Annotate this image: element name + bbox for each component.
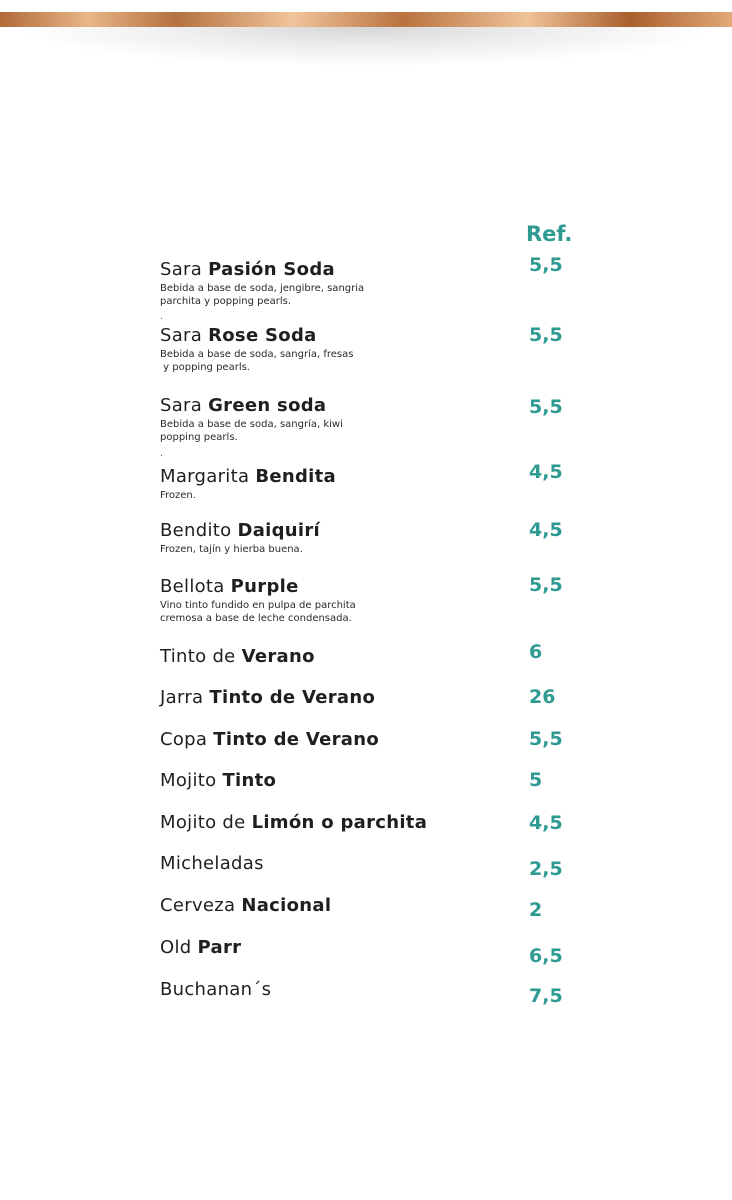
item-price: 5,5 bbox=[529, 396, 563, 418]
item-price: 4,5 bbox=[529, 461, 563, 483]
menu-item-micheladas bbox=[160, 853, 264, 874]
menu-item-margarita-bendita bbox=[160, 466, 336, 502]
item-name: Copa Tinto de Verano bbox=[160, 729, 379, 750]
price-column-header: Ref. bbox=[526, 222, 573, 246]
menu-item-cerveza-nacional bbox=[160, 895, 331, 916]
item-name: Sara Pasión Soda bbox=[160, 259, 335, 280]
item-price: 5,5 bbox=[529, 574, 563, 596]
item-description: Frozen. bbox=[160, 490, 196, 501]
item-name: Mojito de Limón o parchita bbox=[160, 812, 428, 833]
decorative-copper-band bbox=[0, 12, 732, 27]
item-name: Micheladas bbox=[160, 853, 264, 874]
separator-dot: . bbox=[160, 449, 163, 459]
menu-item-mojito-tinto bbox=[160, 770, 276, 791]
item-price: 5,5 bbox=[529, 324, 563, 346]
item-price: 2 bbox=[529, 899, 543, 921]
menu-item-jarra-tinto bbox=[160, 687, 375, 708]
menu-item-green-soda bbox=[160, 395, 343, 444]
item-price: 26 bbox=[529, 686, 556, 708]
item-name: Cerveza Nacional bbox=[160, 895, 332, 916]
item-description: Bebida a base de soda, jengibre, sangria parchita y popping pearls. bbox=[160, 283, 365, 307]
item-name: Tinto de Verano bbox=[160, 646, 315, 667]
item-name: Sara Rose Soda bbox=[160, 325, 317, 346]
separator-dot: . bbox=[160, 312, 163, 322]
item-price: 6 bbox=[529, 641, 543, 663]
menu-item-rose-soda bbox=[160, 325, 353, 374]
item-price: 6,5 bbox=[529, 945, 563, 967]
item-name: Buchanan´s bbox=[160, 979, 272, 1000]
menu-item-pasion-soda bbox=[160, 259, 364, 308]
band-shadow bbox=[10, 27, 722, 67]
item-price: 5,5 bbox=[529, 254, 563, 276]
item-name: Old Parr bbox=[160, 937, 242, 958]
item-description: Vino tinto fundido en pulpa de parchita cremosa a base de leche condensada. bbox=[160, 600, 356, 624]
item-description: Frozen, tajín y hierba buena. bbox=[160, 544, 303, 555]
item-price: 5 bbox=[529, 769, 543, 791]
item-price: 4,5 bbox=[529, 812, 563, 834]
menu-item-buchanans bbox=[160, 979, 271, 1000]
item-name: Mojito Tinto bbox=[160, 770, 277, 791]
menu-item-bellota-purple bbox=[160, 576, 356, 625]
item-name: Bendito Daiquirí bbox=[160, 520, 321, 541]
item-name: Bellota Purple bbox=[160, 576, 299, 597]
menu-item-mojito-limon bbox=[160, 812, 427, 833]
item-name: Margarita Bendita bbox=[160, 466, 336, 487]
item-price: 5,5 bbox=[529, 728, 563, 750]
item-price: 2,5 bbox=[529, 858, 563, 880]
item-name: Sara Green soda bbox=[160, 395, 327, 416]
menu-item-bendito-daiquiri bbox=[160, 520, 320, 556]
item-price: 7,5 bbox=[529, 985, 563, 1007]
menu-item-tinto-de-verano bbox=[160, 646, 315, 667]
menu-item-old-parr bbox=[160, 937, 241, 958]
item-name: Jarra Tinto de Verano bbox=[160, 687, 376, 708]
item-price: 4,5 bbox=[529, 519, 563, 541]
menu-item-copa-tinto bbox=[160, 729, 379, 750]
item-description: Bebida a base de soda, sangría, kiwi popping pearls. bbox=[160, 419, 343, 443]
item-description: Bebida a base de soda, sangría, fresas y popping pearls. bbox=[160, 349, 354, 373]
